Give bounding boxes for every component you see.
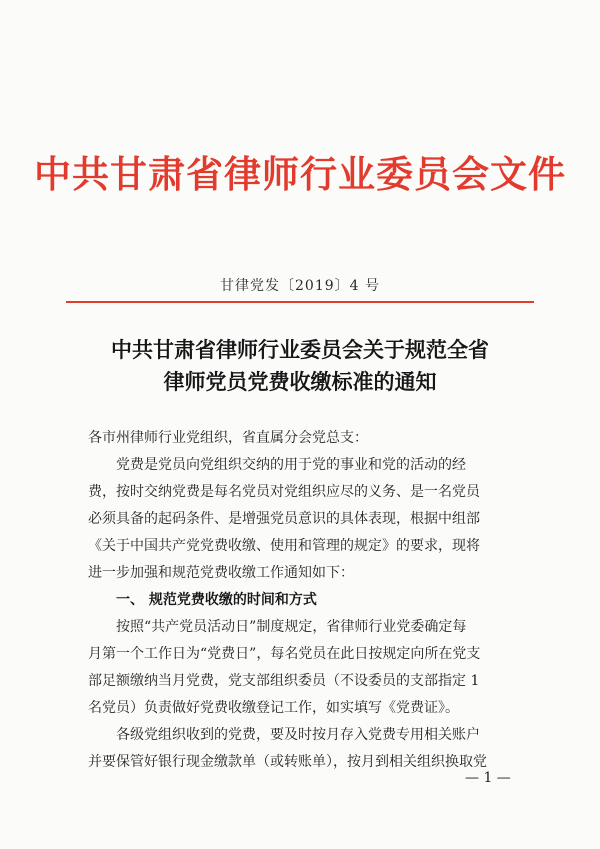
notice-title <box>0 334 600 398</box>
notice-title-line-1: 中共甘肃省律师行业委员会关于规范全省 <box>111 337 489 362</box>
paragraph-1-line-2: 费，按时交纳党费是每名党员对党组织应尽的义务、是一名党员 <box>88 484 480 500</box>
masthead-title: 中共甘肃省律师行业委员会文件 <box>34 152 566 196</box>
paragraph-1-line-4: 《关于中国共产党党费收缴、使用和管理的规定》的要求，现将 <box>88 538 480 554</box>
notice-title-line-2: 律师党员党费收缴标准的通知 <box>163 369 437 394</box>
paragraph-3-line-1: 各级党组织收到的党费，要及时按月存入党费专用相关账户 <box>116 727 480 743</box>
addressee-line: 各市州律师行业党组织，省直属分会党总支： <box>88 430 368 446</box>
paragraph-1-line-3: 必须具备的起码条件、是增强党员意识的具体表现，根据中组部 <box>88 511 480 527</box>
paragraph-3-line-2: 并要保管好银行现金缴款单（或转账单），按月到相关组织换取党 <box>88 754 487 770</box>
paragraph-1-line-1: 党费是党员向党组织交纳的用于党的事业和党的活动的经 <box>116 457 466 473</box>
red-divider-line <box>66 301 534 303</box>
paragraph-2-line-3: 部足额缴纳当月党费，党支部组织委员（不设委员的支部指定 1 <box>88 673 480 689</box>
paragraph-1-line-5: 进一步加强和规范党费收缴工作通知如下： <box>88 565 354 581</box>
notice-body <box>88 425 528 776</box>
paragraph-2-line-1: 按照“共产党员活动日”制度规定，省律师行业党委确定每 <box>116 619 467 635</box>
paragraph-2-line-2: 月第一个工作日为“党费日”，每名党员在此日按规定向所在党支 <box>88 646 481 662</box>
document-number: 甘律党发〔2019〕4 号 <box>220 278 380 294</box>
paragraph-2-line-4: 名党员）负责做好党费收缴登记工作，如实填写《党费证》。 <box>88 700 459 716</box>
section-1-heading: 一、 规范党费收缴的时间和方式 <box>116 592 317 608</box>
page-number: — 1 — <box>465 770 511 786</box>
